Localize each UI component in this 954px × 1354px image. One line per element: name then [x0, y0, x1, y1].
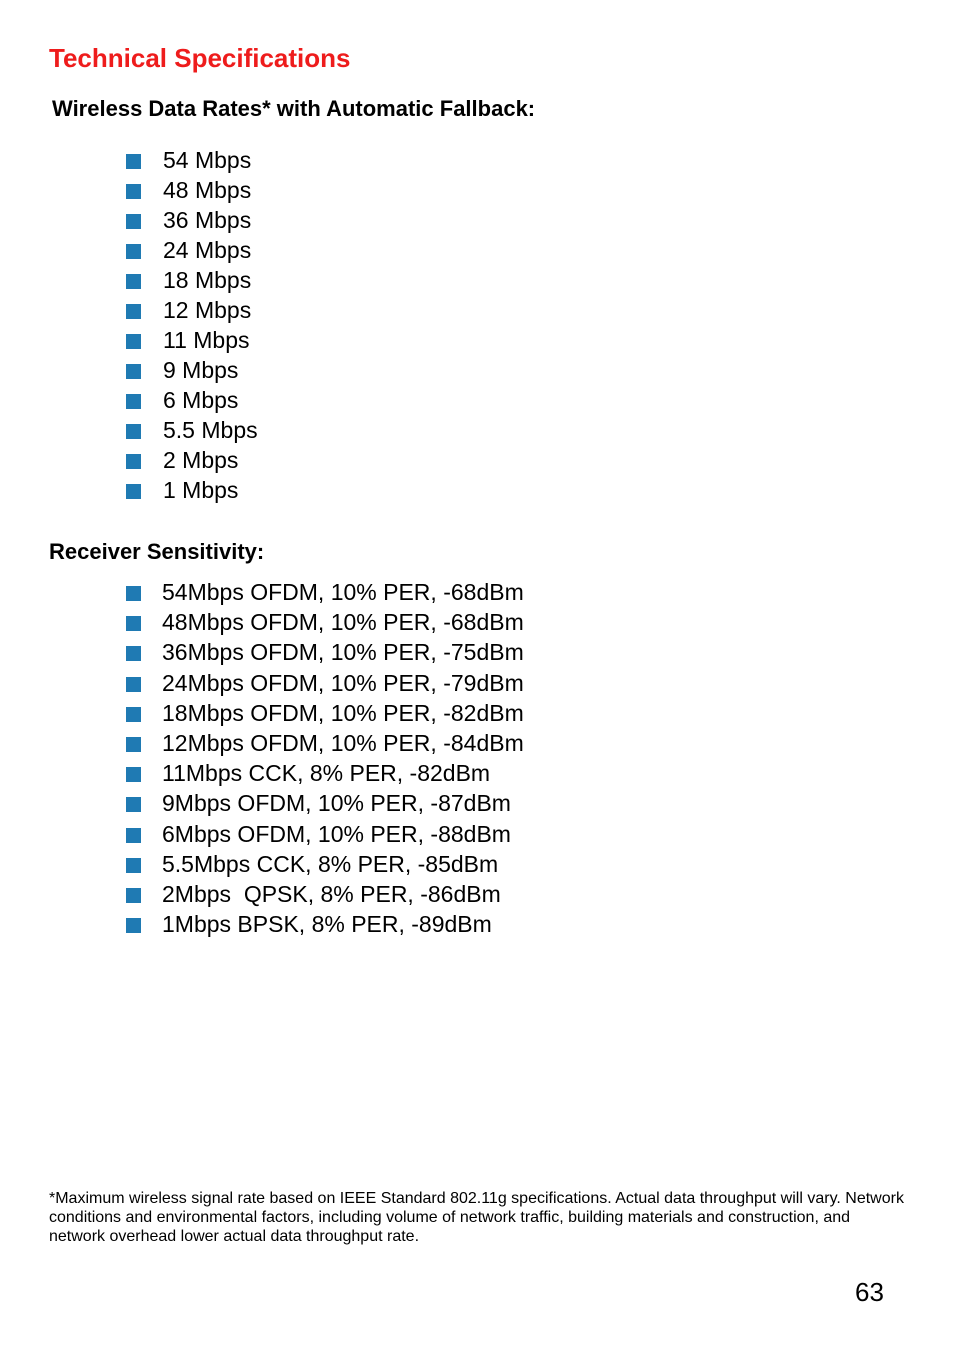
data-rates-heading: Wireless Data Rates* with Automatic Fallback: [52, 96, 536, 121]
square-bullet-icon [126, 184, 141, 199]
data-rate-label: 24 Mbps [163, 237, 252, 263]
sensitivity-label: 5.5Mbps CCK, 8% PER, -85dBm [162, 850, 499, 877]
data-rate-label: 36 Mbps [163, 207, 252, 233]
data-rates-list [126, 145, 258, 505]
sensitivity-label: 1Mbps BPSK, 8% PER, -89dBm [162, 911, 492, 938]
list-item [126, 145, 258, 175]
receiver-sensitivity-heading: Receiver Sensitivity: [49, 539, 265, 564]
list-item [126, 758, 524, 788]
data-rate-label: 54 Mbps [163, 147, 252, 173]
list-item [126, 445, 258, 475]
list-item [126, 265, 258, 295]
square-bullet-icon [126, 244, 141, 259]
square-bullet-icon [126, 767, 141, 782]
list-item [126, 325, 258, 355]
square-bullet-icon [126, 616, 141, 631]
list-item [126, 577, 524, 607]
square-bullet-icon [126, 918, 141, 933]
square-bullet-icon [126, 214, 141, 229]
sensitivity-label: 18Mbps OFDM, 10% PER, -82dBm [162, 699, 524, 726]
data-rate-label: 48 Mbps [163, 177, 252, 203]
square-bullet-icon [126, 424, 141, 439]
data-rate-label: 12 Mbps [163, 297, 252, 323]
square-bullet-icon [126, 484, 141, 499]
square-bullet-icon [126, 828, 141, 843]
list-item [126, 607, 524, 637]
data-rate-label: 9 Mbps [163, 357, 239, 383]
list-item [126, 475, 258, 505]
list-item [126, 698, 524, 728]
list-item [126, 879, 524, 909]
list-item [126, 819, 524, 849]
list-item [126, 788, 524, 818]
data-rate-label: 5.5 Mbps [163, 417, 258, 443]
square-bullet-icon [126, 394, 141, 409]
list-item [126, 205, 258, 235]
list-item [126, 355, 258, 385]
receiver-sensitivity-list [126, 577, 524, 939]
square-bullet-icon [126, 586, 141, 601]
list-item [126, 235, 258, 265]
data-rate-label: 1 Mbps [163, 477, 239, 503]
footnote: *Maximum wireless signal rate based on IEEE Standard 802.11g specifications. Actual data throughput will vary. Network conditions and environmental factors, including volume of network traffic, building materials and construction, and network overhead lower actual data throughput rate. [49, 1190, 904, 1245]
sensitivity-label: 48Mbps OFDM, 10% PER, -68dBm [162, 609, 524, 636]
list-item [126, 175, 258, 205]
sensitivity-label: 2Mbps QPSK, 8% PER, -86dBm [162, 880, 501, 907]
sensitivity-label: 6Mbps OFDM, 10% PER, -88dBm [162, 820, 511, 847]
sensitivity-label: 54Mbps OFDM, 10% PER, -68dBm [162, 579, 524, 605]
square-bullet-icon [126, 334, 141, 349]
list-item [126, 668, 524, 698]
square-bullet-icon [126, 154, 141, 169]
list-item [126, 415, 258, 445]
square-bullet-icon [126, 737, 141, 752]
page-title: Technical Specifications [49, 43, 351, 73]
list-item [126, 849, 524, 879]
sensitivity-label: 9Mbps OFDM, 10% PER, -87dBm [162, 790, 511, 817]
square-bullet-icon [126, 707, 141, 722]
list-item [126, 728, 524, 758]
square-bullet-icon [126, 797, 141, 812]
sensitivity-label: 24Mbps OFDM, 10% PER, -79dBm [162, 669, 524, 696]
list-item [126, 909, 524, 939]
list-item [126, 637, 524, 667]
square-bullet-icon [126, 888, 141, 903]
list-item [126, 295, 258, 325]
sensitivity-label: 36Mbps OFDM, 10% PER, -75dBm [162, 639, 524, 666]
list-item [126, 385, 258, 415]
square-bullet-icon [126, 274, 141, 289]
data-rate-label: 2 Mbps [163, 447, 239, 473]
page-number: 63 [855, 1277, 884, 1307]
square-bullet-icon [126, 304, 141, 319]
square-bullet-icon [126, 454, 141, 469]
data-rate-label: 11 Mbps [163, 327, 250, 353]
square-bullet-icon [126, 677, 141, 692]
sensitivity-label: 11Mbps CCK, 8% PER, -82dBm [162, 760, 491, 787]
square-bullet-icon [126, 364, 141, 379]
data-rate-label: 18 Mbps [163, 267, 252, 293]
square-bullet-icon [126, 858, 141, 873]
square-bullet-icon [126, 646, 141, 661]
data-rate-label: 6 Mbps [163, 387, 239, 413]
sensitivity-label: 12Mbps OFDM, 10% PER, -84dBm [162, 729, 524, 756]
